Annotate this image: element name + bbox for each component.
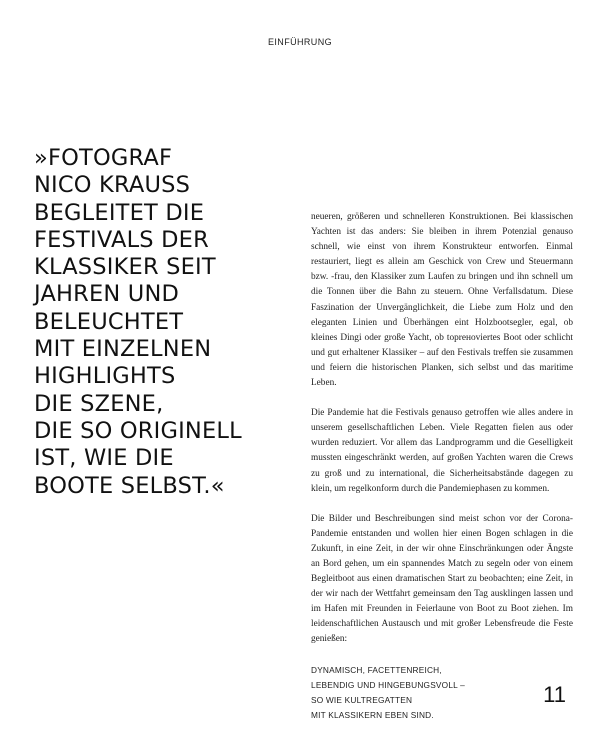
body-paragraph: neueren, größeren und schnelleren Konstruktionen. Bei klassischen Yachten ist das anders: Sie bleiben in ihrem Potenzial genauso schnell, wie einst von ihrem Konstrukteur entworfen. Einmal restauriert, liegt es allein am Geschick von Crew und Steuermann bzw. -frau, den Klassiker zum Laufen zu bringen und ihn schnell um die Tonnen über die Bahn zu steuern. Ohne Verfallsdatum. Diese Faszination der Unvergänglichkeit, die Liebe zum Holz und den eleganten Linien und Überhängen eint Holzbootsegler, egal, ob kleines Dingi oder große Yacht, ob topreноviertes Boot oder schlicht und gut erhaltener Klassiker – auf den Festivals treffen sie zusammen und feiern die historischen Planken, sich selbst und das maritime Leben. <box>311 212 573 389</box>
pull-quote-line: BEGLEITET DIE <box>34 199 205 226</box>
page-number: 11 <box>543 682 566 707</box>
pull-quote-line: FESTIVALS DER <box>34 226 209 253</box>
pull-quote-line: BOOTE SELBST.« <box>34 472 225 499</box>
body-paragraph: Die Bilder und Beschreibungen sind meist schon vor der Corona-Pandemie entstanden und wollen hier einen Bogen schlagen in die Zukunft, in eine Zeit, in der wir ohne Einschränkungen oder Ängste an Bord gehen, um ein spannendes Match zu segeln oder von einem Begleitboot aus einen dramatischen Start zu beobachten; eine Zeit, in der wir nach der Wettfahrt gemeinsam den Tag ausklingen lassen und im Hafen mit Freunden in Feierlaune von Boot zu Boot ziehen. Im leidenschaftlichen Austausch und mit großer Lebensfreude die Feste genießen: <box>311 513 573 645</box>
pull-quote-line: DIE SZENE, <box>34 390 164 417</box>
closing-line: SO WIE KULTREGATTEN <box>311 694 413 705</box>
pull-quote-line: HIGHLIGHTS <box>34 363 176 390</box>
closing-line: LEBENDIG UND HINGEBUNGSVOLL – <box>311 679 465 690</box>
body-text-column <box>311 210 573 723</box>
pull-quote-line: IST, WIE DIE <box>34 445 174 472</box>
pull-quote-line: JAHREN UND <box>34 281 180 308</box>
section-header: EINFÜHRUNG <box>268 37 332 47</box>
closing-statement <box>311 663 573 723</box>
pull-quote-line: DIE SO ORIGINELL <box>34 417 242 444</box>
closing-line: DYNAMISCH, FACETTENREICH, <box>311 664 442 675</box>
pull-quote-line: MIT EINZELNEN <box>34 336 212 363</box>
pull-quote <box>34 145 284 500</box>
pull-quote-line: NICO KRAUSS <box>34 172 191 199</box>
closing-line: MIT KLASSIKERN EBEN SIND. <box>311 709 434 720</box>
pull-quote-line: KLASSIKER SEIT <box>34 254 216 281</box>
pull-quote-line: BELEUCHTET <box>34 308 184 335</box>
pull-quote-line: »FOTOGRAF <box>34 145 173 171</box>
body-paragraph: Die Pandemie hat die Festivals genauso getroffen wie alles andere in unserem gesellschaftlichen Leben. Viele Regatten fielen aus oder wurden reduziert. Vor allem das Landprogramm und die Geselligkeit mussten eingeschränkt werden, auf großen Yachten waren die Crews zu groß und zu international, die Sicherheitsabstände dagegen zu klein, um regelkonform durch die Pandemiephasen zu kommen. <box>311 408 573 494</box>
